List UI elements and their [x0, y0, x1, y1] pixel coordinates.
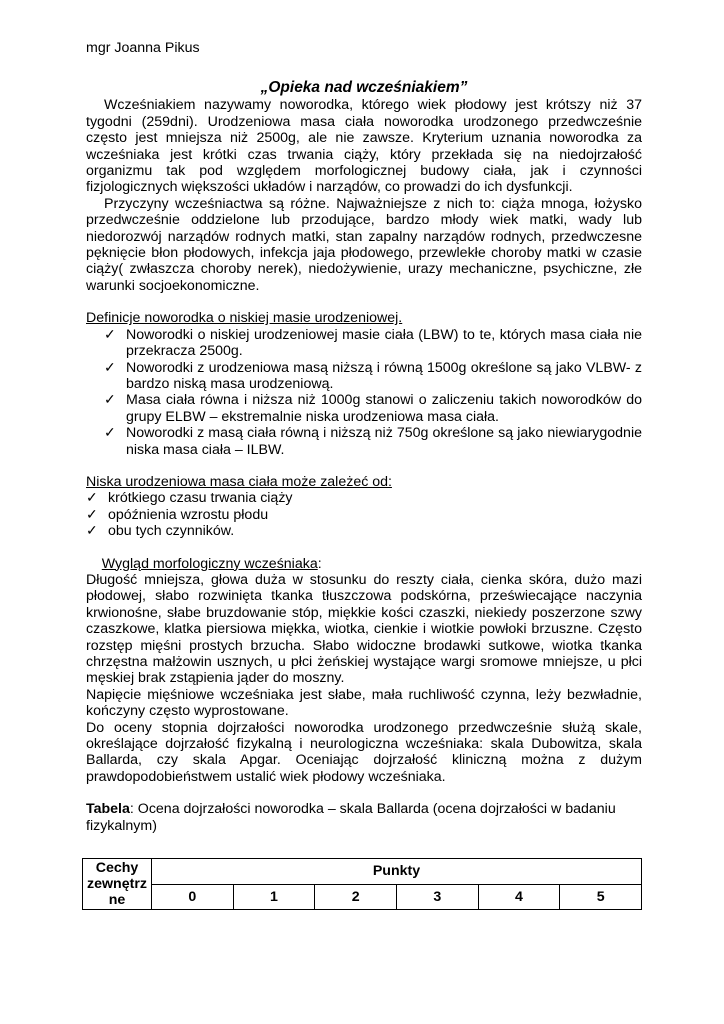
intro-paragraph-1: Wcześniakiem nazywamy noworodka, którego wiek płodowy jest krótszy niż 37 tygodni (259dni). Urodzeniowa masa ciała noworodka urodzonego przedwcześnie często jest mniejsza niż 2500g, ale nie zawsze. Kryterium uznania noworodka za wcześniaka jest krótki czas trwania ciąży, który przekłada się na niedojrzałość organizmu tak pod względem morfologicznej budowy ciała, jak i czynności fizjologicznych większości układów i narządów, co prowadzi do ich dysfunkcji. [86, 97, 642, 196]
points-column-header: 2 [315, 884, 397, 910]
ballard-table [82, 858, 642, 910]
intro-paragraph-2: Przyczyny wcześniactwa są różne. Najważniejsze z nich to: ciąża mnoga, łożysko przedwcześnie oddzielone lub przodujące, bardzo młody wiek matki, wady lub niedorozwój narządów rodnych matki, stan zapalny narządów rodnych, przedwczesne pęknięcie błon płodowych, infekcja jaja płodowego, przewlekłe choroby matki w czasie ciąży( zwłaszcza choroby nerek), niedożywienie, urazy mechaniczne, psychiczne, złe warunki socjoekonomiczne. [86, 195, 642, 294]
morphology-paragraph-2: Napięcie mięśniowe wcześniaka jest słabe, mała ruchliwość czynna, leży bezwładnie, kończyny często wyprostowane. [86, 686, 642, 720]
factors-heading: Niska urodzeniowa masa ciała może zależeć od: [86, 473, 392, 490]
list-item: ✓ Masa ciała równa i niższa niż 1000g stanowi o zaliczeniu takich noworodków do grupy ELBW – ekstremalnie niska urodzeniowa masa ciała. [104, 392, 642, 425]
morphology-paragraph-3: Do oceny stopnia dojrzałości noworodka urodzonego przedwcześnie służą skale, określające dojrzałość fizykalną i neurologiczna wcześniaka: skala Dubowitza, skala Ballarda, czy skala Apgar. Oceniając dojrzałość kliniczną można z dużym prawdopodobieństwem ustalić wiek płodowy wcześniaka. [86, 719, 642, 785]
table-caption: Tabela: Ocena dojrzałości noworodka – skala Ballarda (ocena dojrzałości w badaniu fizykalnym) [86, 801, 616, 834]
points-column-header: 1 [233, 884, 315, 910]
checkmark-icon: ✓ [104, 425, 116, 442]
morphology-paragraph-1: Długość mniejsza, głowa duża w stosunku do reszty ciała, cienka skóra, dużo mazi płodowej, słabo rozwinięta tkanka tłuszczowa podskórna, przeświecające naczynia krwionośne, słabe bruzdowanie stóp, miękkie kości czaszki, niekiedy poszerzone szwy czaszkowe, klatka piersiowa miękka, wiotka, cienkie i wiotkie powłoki brzuszne. Często rozstęp mięśni prostych brzucha. Słabo widoczne brodawki sutkowe, wiotka tkanka chrzęstna małżowin usznych, u płci żeńskiej wystające wargi sromowe mniejsze, u płci męskiej brak zstąpienia jąder do moszny. [86, 571, 642, 687]
points-header: Punkty [152, 859, 642, 885]
checkmark-icon: ✓ [86, 506, 98, 523]
list-item: ✓ Noworodki o niskiej urodzeniowej masie ciała (LBW) to te, których masa ciała nie przekracza 2500g. [104, 326, 642, 360]
checkmark-icon: ✓ [86, 490, 98, 507]
checkmark-icon: ✓ [104, 359, 116, 376]
list-item: ✓ obu tych czynników. [86, 523, 235, 540]
author-name: mgr Joanna Pikus [86, 40, 200, 56]
list-item: ✓ Noworodki z urodzeniowa masą niższą i równą 1500g określone są jako VLBW- z bardzo niską masa urodzeniową. [104, 359, 642, 392]
points-column-header: 0 [152, 884, 234, 910]
list-item: ✓ opóźnienia wzrostu płodu [86, 506, 269, 523]
features-header: Cechy zewnętrz ne [83, 859, 152, 910]
points-column-header: 4 [478, 884, 560, 910]
list-item: ✓ Noworodki z masą ciała równą i niższą niż 750g określone są jako niewiarygodnie niska masa ciała – ILBW. [104, 425, 642, 458]
list-item: ✓ krótkiego czasu trwania ciąży [86, 490, 293, 507]
factors-list [86, 490, 642, 539]
points-column-header: 3 [396, 884, 478, 910]
document-page [86, 40, 642, 910]
definitions-heading: Definicje noworodka o niskiej masie urodzeniowej. [86, 310, 403, 327]
definitions-list [86, 327, 642, 458]
checkmark-icon: ✓ [104, 392, 116, 409]
checkmark-icon: ✓ [104, 326, 116, 343]
points-column-header: 5 [560, 884, 642, 910]
document-title: „Opieka nad wcześniakiem” [260, 79, 468, 97]
morphology-heading: Wygląd morfologiczny wcześniaka: [101, 555, 322, 572]
checkmark-icon: ✓ [86, 523, 98, 540]
